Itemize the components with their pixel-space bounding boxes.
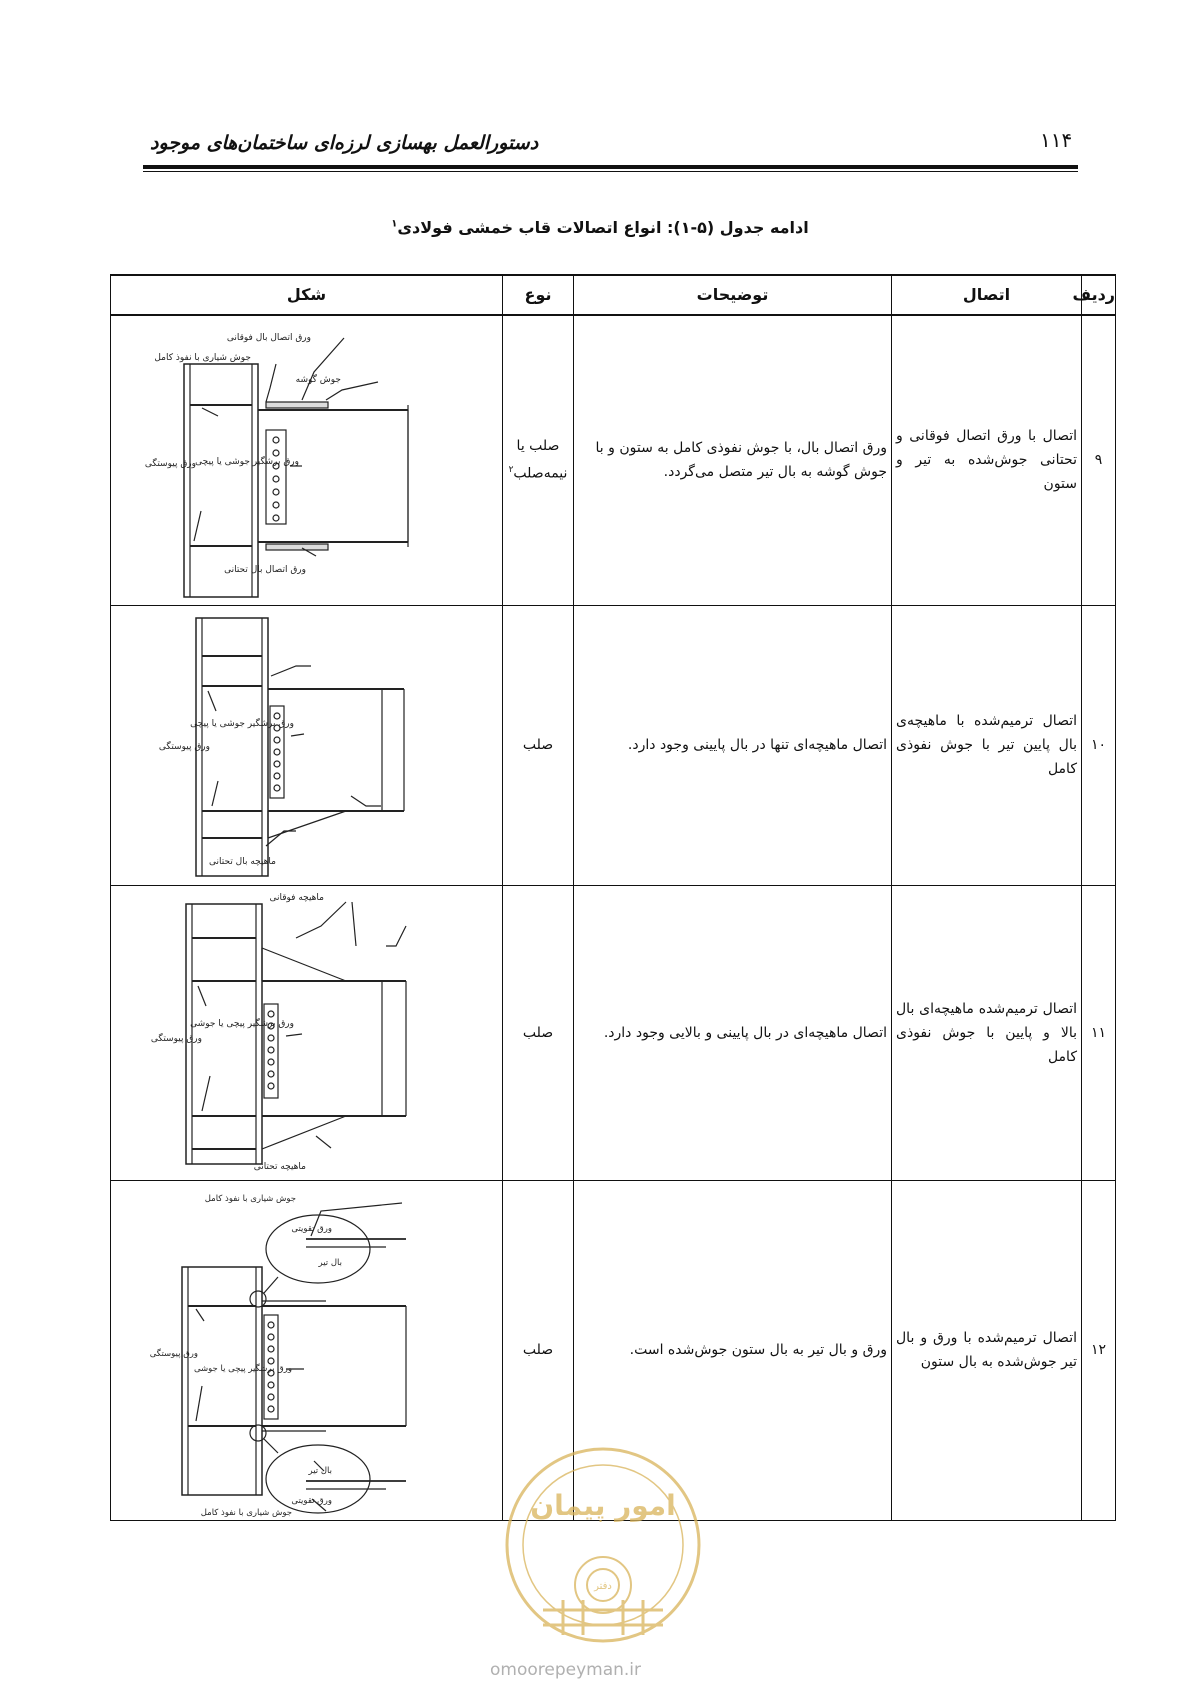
type-footnote: ۲	[508, 465, 514, 476]
connection-figure-11	[106, 886, 498, 1179]
connection-cell: اتصال با ورق اتصال فوقانی و تحتانی جوش‌شده به تیر و ستون	[892, 315, 1082, 605]
type-text: صلب یا نیمه‌صلب	[513, 438, 568, 483]
fig-label-top-haunch: ماهیچه فوقانی	[269, 893, 324, 903]
fig-label-continuity-plate: ورق پیوستگی	[149, 1349, 198, 1359]
stamp-text: امور پیمان	[530, 1489, 676, 1522]
table-row	[111, 605, 1116, 885]
figure-cell	[111, 315, 503, 605]
row-number: ۹	[1082, 315, 1116, 605]
connection-figure-10	[106, 606, 498, 884]
fig-label-beam-flange-top: بال تیر	[318, 1258, 342, 1268]
header-title: دستورالعمل بهسازی لرزه‌ای ساختمان‌های موجود	[150, 132, 539, 154]
header-description: توضیحات	[574, 275, 892, 315]
fig-label-continuity-plate: ورق پیوستگی	[144, 459, 196, 470]
fig-label-continuity-plate: ورق پیوستگی	[150, 1034, 202, 1044]
description-cell: اتصال ماهیچه‌ای در بال پایینی و بالایی وجود دارد.	[574, 885, 892, 1180]
fig-label-beam-flange-bottom: بال تیر	[308, 1466, 332, 1476]
fig-label-groove-weld: جوش شیاری با نفوذ کامل	[154, 353, 251, 364]
fig-label-top-plate: ورق اتصال بال فوقانی	[226, 333, 311, 344]
connection-figure-12	[106, 1181, 498, 1519]
fig-label-bottom-plate: ورق اتصال بال تحتانی	[224, 565, 306, 576]
table-row	[111, 885, 1116, 1180]
fig-label-bottom-haunch: ماهیچه بال تحتانی	[209, 857, 276, 867]
caption-footnote-mark: ۱	[391, 218, 398, 230]
header-type: نوع	[503, 275, 574, 315]
connection-cell: اتصال ترمیم‌شده با ورق و بال تیر جوش‌شده به بال ستون	[892, 1180, 1082, 1520]
row-number: ۱۱	[1082, 885, 1116, 1180]
page-number: ۱۱۴	[1040, 128, 1073, 152]
fig-label-continuity-plate: ورق پیوستگی	[158, 742, 210, 752]
connection-cell: اتصال ترمیم‌شده ماهیچه‌ای بال بالا و پایین با جوش نفوذی کامل	[892, 885, 1082, 1180]
type-cell: صلب	[503, 1180, 574, 1520]
type-cell: صلب	[503, 885, 574, 1180]
watermark-url: omoorepeyman.ir	[490, 1660, 642, 1680]
description-cell: اتصال ماهیچه‌ای تنها در بال پایینی وجود دارد.	[574, 605, 892, 885]
fig-label-cover-plate-top: ورق تقویتی	[291, 1224, 332, 1234]
caption-text: ادامه جدول (۵-۱): انواع اتصالات قاب خمشی فولادی	[397, 218, 809, 237]
fig-label-fillet-weld: جوش گوشه	[295, 375, 341, 386]
type-cell: صلب	[503, 605, 574, 885]
row-number: ۱۲	[1082, 1180, 1116, 1520]
fig-label-groove-weld-bottom: جوش شیاری با نفوذ کامل	[200, 1508, 292, 1518]
fig-label-shear-plate: ورق برشگیر پیچی یا جوشی	[190, 1019, 294, 1029]
header-row-no: ردیف	[1082, 275, 1116, 315]
fig-label-bottom-haunch: ماهیچه تحتانی	[253, 1162, 306, 1172]
table-caption	[300, 218, 900, 237]
connection-figure-9	[106, 316, 498, 604]
header-figure: شکل	[111, 275, 503, 315]
header-rule	[143, 165, 1078, 169]
fig-label-groove-weld-top: جوش شیاری با نفوذ کامل	[204, 1194, 296, 1204]
connection-cell: اتصال ترمیم‌شده با ماهیچه‌ی بال پایین تیر با جوش نفوذی کامل	[892, 605, 1082, 885]
stamp-logo	[478, 1435, 728, 1655]
figure-cell	[111, 605, 503, 885]
header-rule-thin	[143, 171, 1078, 172]
type-cell	[503, 315, 574, 605]
stamp-inner-text: دفتر	[594, 1581, 612, 1592]
header-connection: اتصال	[892, 275, 1082, 315]
table-row	[111, 315, 1116, 605]
connections-table	[110, 274, 1116, 1521]
description-cell: ورق و بال تیر به بال ستون جوش‌شده است.	[574, 1180, 892, 1520]
figure-cell	[111, 1180, 503, 1520]
fig-label-shear-plate: ورق برشگیر جوشی یا پیچی	[195, 457, 299, 468]
figure-cell	[111, 885, 503, 1180]
description-cell: ورق اتصال بال، با جوش نفوذی کامل به ستون و با جوش گوشه به بال تیر متصل می‌گردد.	[574, 315, 892, 605]
row-number: ۱۰	[1082, 605, 1116, 885]
fig-label-cover-plate-bottom: ورق تقویتی	[291, 1496, 332, 1506]
table-header-row	[111, 275, 1116, 315]
fig-label-shear-plate: ورق برشگیر جوشی یا پیچی	[190, 719, 294, 729]
fig-label-shear-plate: ورق برشگیر پیچی یا جوشی	[193, 1364, 292, 1374]
